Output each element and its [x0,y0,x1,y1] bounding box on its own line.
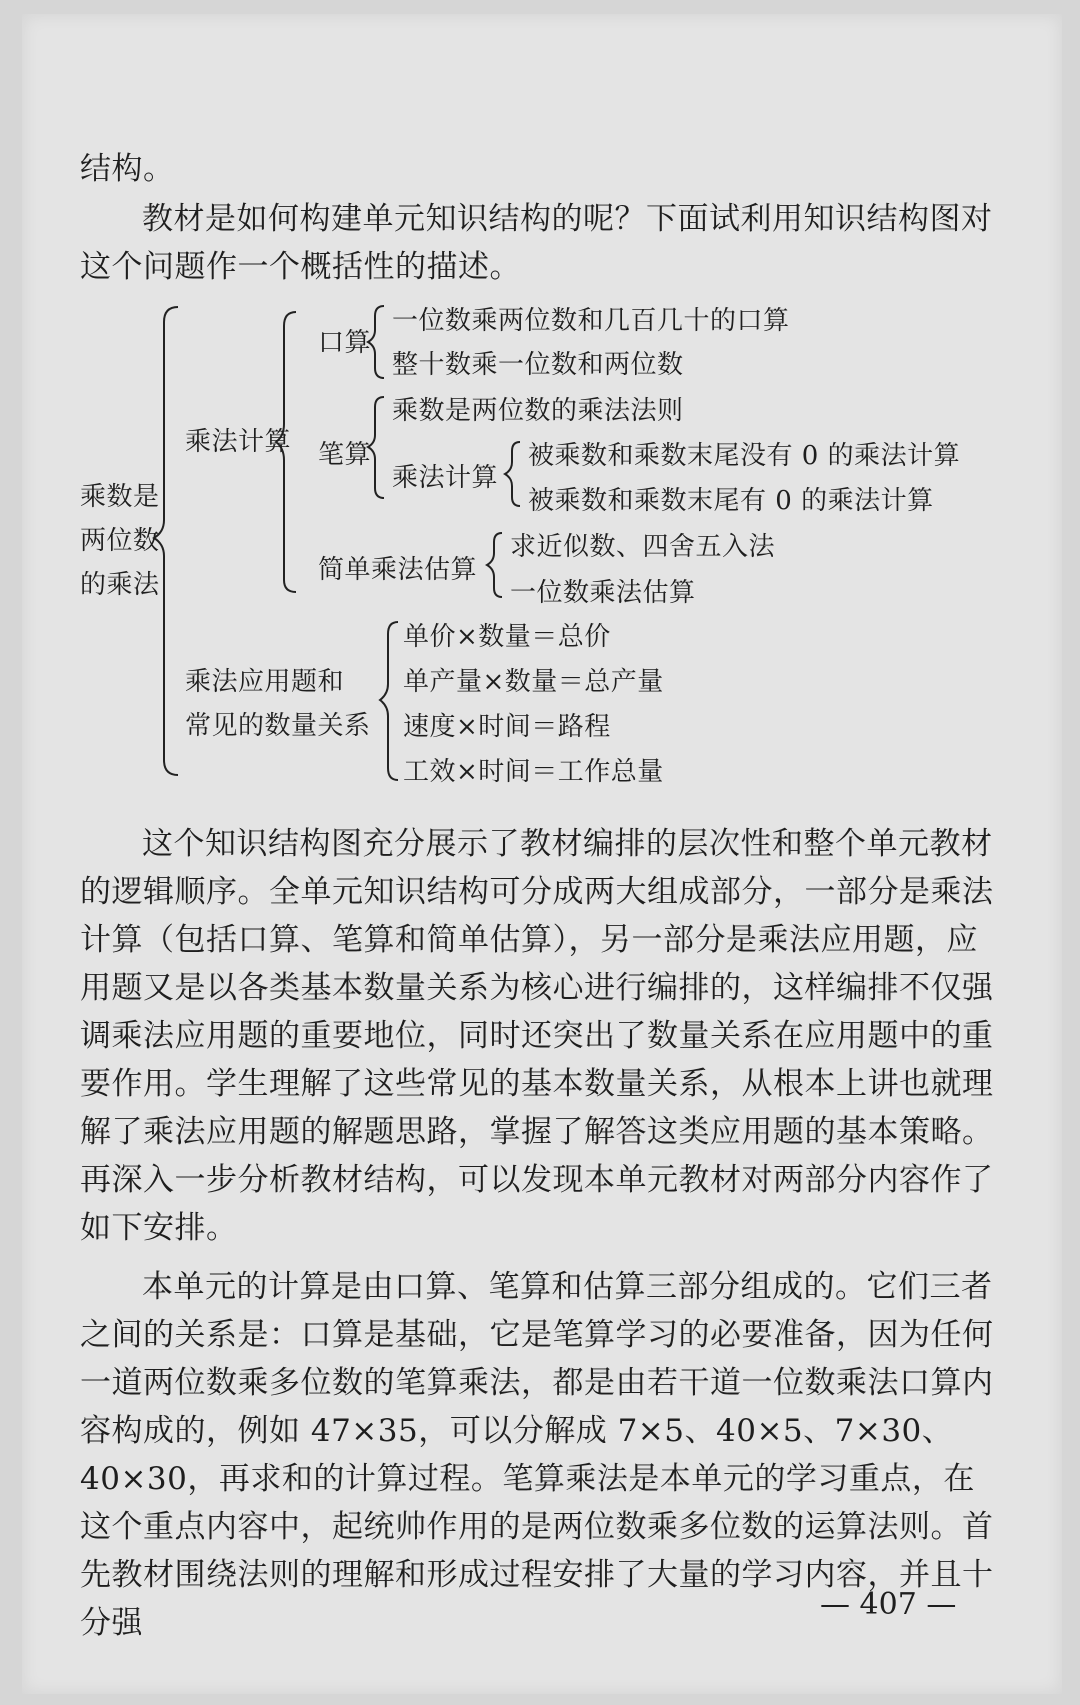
leaf-written-rule: 乘数是两位数的乘法法则 [392,396,684,426]
node-multiplication-calc: 乘法计算 [185,427,292,457]
paragraph-2: 这个知识结构图充分展示了教材编排的层次性和整个单元教材的逻辑顺序。全单元知识结构可分成两大组成部分，一部分是乘法计算（包括口算、笔算和简单估算），另一部分是乘法应用题，应用题又是以各类基本数量关系为核心进行编排的，这样编排不仅强调乘法应用题的重要地位，同时还突出了数量关系在应用题中的重要作用。学生理解了这些常见的基本数量关系，从根本上讲也就理解了乘法应用题的解题思路，掌握了解答这类应用题的基本策略。再深入一步分析教材结构，可以发现本单元教材对两部分内容作了如下安排。 [80,826,994,1246]
leaf-written-calc-1: 被乘数和乘数末尾没有 0 的乘法计算 [528,441,961,471]
page-number: — 407 — [820,1587,957,1622]
node-application-line1: 乘法应用题和 [185,667,345,697]
node-estimate: 简单乘法估算 [318,555,478,585]
leaf-written-calc-2: 被乘数和乘数末尾有 0 的乘法计算 [528,486,934,516]
leaf-relation-4: 工效×时间＝工作总量 [403,757,664,787]
node-root: 乘数是两位数的乘法 [80,482,160,600]
leaf-oral-2: 整十数乘一位数和两位数 [392,350,684,380]
node-oral: 口算 [318,328,372,358]
paragraph-analysis [80,820,1000,1252]
leaf-relation-3: 速度×时间＝路程 [403,712,611,742]
paragraph-0: 结构。 [80,151,175,187]
leaf-estimate-1: 求近似数、四舍五入法 [510,532,776,562]
leaf-oral-1: 一位数乘两位数和几百几十的口算 [392,306,790,336]
leaf-relation-2: 单产量×数量＝总产量 [403,667,664,697]
node-application-line2: 常见的数量关系 [185,711,371,741]
node-written: 笔算 [318,440,372,470]
leaf-estimate-2: 一位数乘法估算 [510,578,696,608]
paragraph-3: 本单元的计算是由口算、笔算和估算三部分组成的。它们三者之间的关系是：口算是基础，它是笔算学习的必要准备，因为任何一道两位数乘多位数的笔算乘法，都是由若干道一位数乘法口算内容构成的，例如 47×35，可以分解成 7×5、40×5、7×30、40×30，再求和的计算过程。笔算乘法是本单元的学习重点，在这个重点内容中，起统帅作用的是两位数乘多位数的运算法则。首先教材围绕法则的理解和形成过程安排了大量的学习内容，并且十分强 [80,1269,994,1641]
paragraph-1: 教材是如何构建单元知识结构的呢？下面试利用知识结构图对这个问题作一个概括性的描述。 [80,201,993,285]
leaf-relation-1: 单价×数量＝总价 [403,622,611,652]
knowledge-structure-diagram [0,0,1080,820]
node-written-calc: 乘法计算 [392,463,499,493]
